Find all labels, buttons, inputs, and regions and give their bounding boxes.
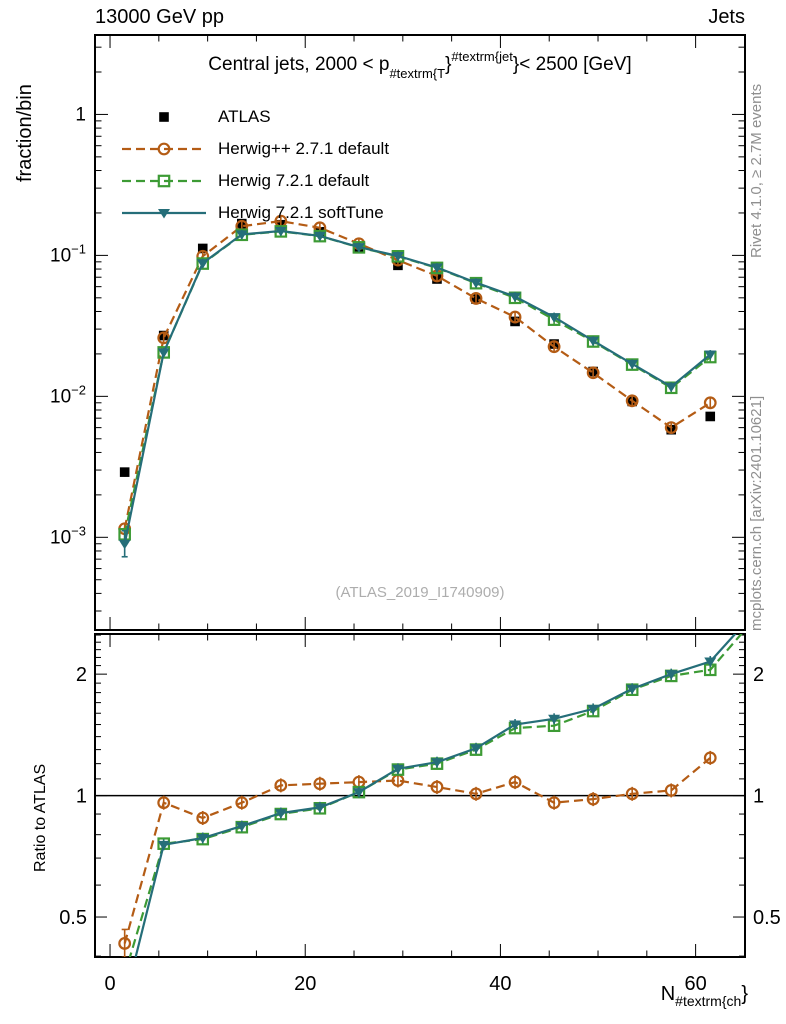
- legend-item-herwigpp-default: [120, 133, 389, 165]
- svg-text:10−1: $10^{-1}$: [50, 241, 86, 267]
- x-label-base: N: [660, 983, 676, 1005]
- herwigpp-marker-icon: [120, 138, 208, 160]
- mcplots-arxiv-note: mcplots.cern.ch [arXiv:2401.10621]: [748, 395, 765, 631]
- main-y-tick-labels: [50, 104, 86, 548]
- legend-item-atlas: [120, 101, 389, 133]
- svg-text:1: 1: [75, 785, 87, 808]
- analysis-id-watermark: (ATLAS_2019_I1740909): [335, 584, 505, 601]
- ratio-series-2: [119, 618, 750, 1006]
- title-subscript: #textrm{T: [389, 66, 446, 81]
- legend-item-herwig7-default: [120, 165, 389, 197]
- svg-text:2: 2: [75, 664, 87, 687]
- svg-text:0.5: 0.5: [753, 907, 781, 930]
- x-label-subscript: #textrm{ch: [675, 993, 742, 1009]
- legend: [120, 101, 389, 229]
- herwig7-default-marker-icon: [120, 170, 208, 192]
- svg-text:0: 0: [104, 973, 116, 995]
- title-pre: Central jets, 2000 < p: [208, 54, 390, 75]
- beam-energy-label: 13000 GeV pp: [95, 6, 224, 28]
- legend-label: ATLAS: [218, 107, 271, 126]
- rivet-version-note: Rivet 4.1.0, ≥ 2.7M events: [748, 83, 765, 258]
- legend-label: Herwig++ 2.7.1 default: [218, 139, 390, 158]
- herwig7-softtune-marker-icon: [120, 202, 208, 224]
- svg-text:60: 60: [684, 973, 707, 995]
- legend-item-herwig7-softtune: [120, 197, 389, 229]
- svg-text:10−3: $10^{-3}$: [50, 523, 86, 549]
- jets-label: Jets: [708, 6, 745, 28]
- atlas-marker-icon: [120, 106, 208, 128]
- svg-text:0.5: 0.5: [59, 907, 87, 930]
- main-series-3: [119, 226, 717, 556]
- title-brace1: }: [445, 54, 452, 75]
- svg-text:1: 1: [75, 104, 86, 126]
- title-superscript: #textrm{jet: [451, 49, 513, 64]
- legend-label: Herwig 7.2.1 default: [218, 171, 370, 190]
- y-axis-label-main: fraction/bin: [14, 84, 36, 182]
- title-brace2: }: [512, 54, 520, 75]
- svg-text:1: 1: [753, 785, 765, 808]
- svg-text:20: 20: [294, 973, 317, 995]
- legend-label: Herwig 7.2.1 softTune: [218, 203, 384, 222]
- ratio-series-1: [119, 625, 749, 980]
- x-axis-tick-labels: [104, 973, 706, 995]
- ratio-series-0: [119, 751, 715, 958]
- x-label-close-brace: }: [741, 983, 748, 1005]
- svg-text:2: 2: [753, 664, 765, 687]
- svg-text:40: 40: [489, 973, 512, 995]
- plot-title: [95, 49, 745, 81]
- y-axis-label-ratio: Ratio to ATLAS: [32, 763, 49, 872]
- title-post: < 2500 [GeV]: [519, 54, 632, 75]
- main-series-2: [119, 226, 715, 539]
- svg-text:10−2: $10^{-2}$: [50, 382, 86, 408]
- x-axis-label: [660, 983, 748, 1009]
